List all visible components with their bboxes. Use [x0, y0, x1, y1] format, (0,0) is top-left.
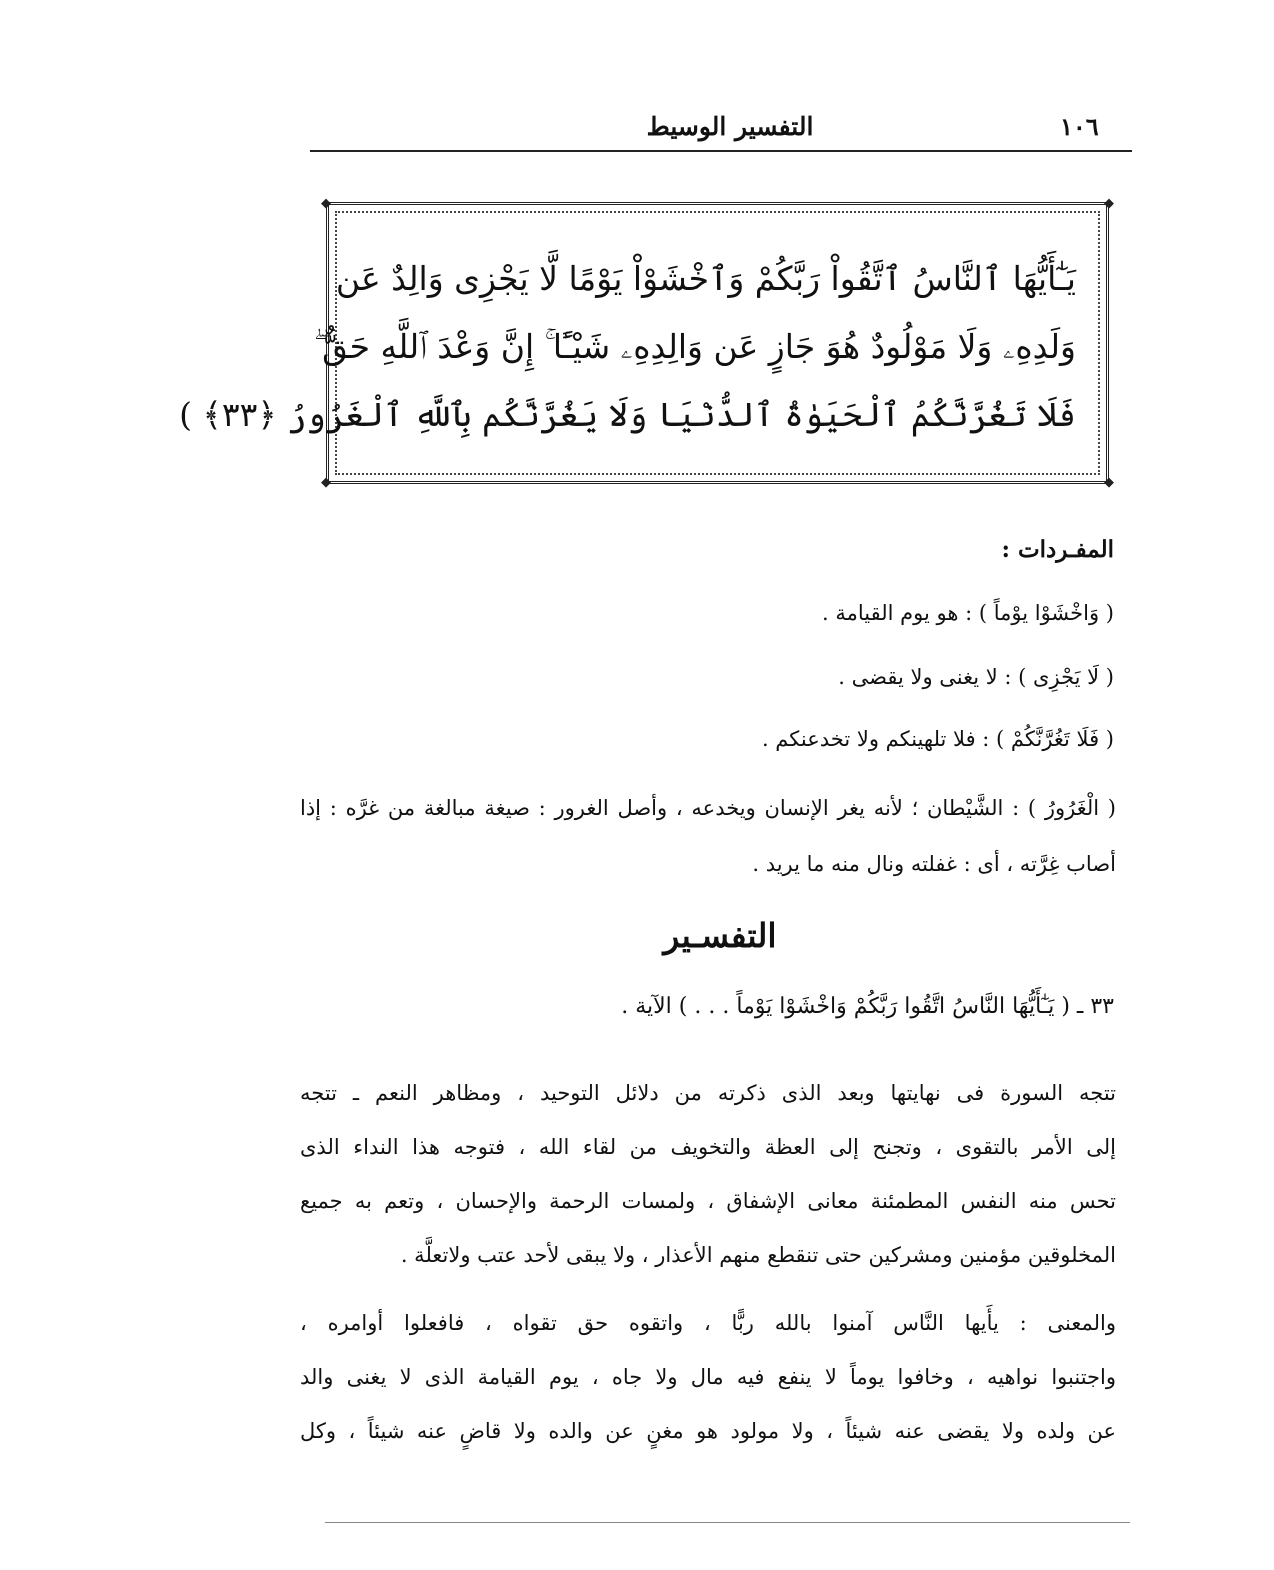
verse-line: يَـٰٓأَيُّهَا ٱلنَّاسُ ٱتَّقُواْ رَبَّكُمْ وَٱخْشَوْاْ يَوْمًا لَّا يَجْزِى وَالِدٌ عَن: [335, 259, 1076, 298]
quran-verse-frame: [179, 196, 1114, 490]
verse-line: وَلَدِهِۦ وَلَا مَوْلُودٌ هُوَ جَازٍ عَن وَالِدِهِۦ شَيْـًٔا ۚ إِنَّ وَعْدَ ٱللَّهِ حَقٌّ ۖ: [313, 327, 1076, 366]
paragraph-line: تحس منه النفس المطمئنة معانى الإشفاق ، ولمسات الرحمة والإحسان ، وتعم به جميع: [300, 1189, 1116, 1213]
tafsir-heading: التفسـير: [663, 916, 777, 955]
vocabulary-item: ( لَا يَجْزِى ) : لا يغنى ولا يقضى .: [838, 665, 1114, 689]
paragraph-line: تتجه السورة فى نهايتها وبعد الذى ذكرته من دلائل التوحيد ، ومظاهر النعم ـ تتجه: [300, 1081, 1116, 1105]
tafsir-paragraph: [300, 1066, 1116, 1282]
header-rule: [310, 150, 1132, 152]
paragraph-line: واجتنبوا نواهيه ، وخافوا يوماً لا ينفع فيه مال ولا جاه ، يوم القيامة الذى لا يغنى والد: [300, 1365, 1116, 1389]
page-number: ١٠٦: [1060, 112, 1099, 141]
paragraph-line: والمعنى : يأَيها النَّاس آمنوا بالله ربًّا ، واتقوه حق تقواه ، فافعلوا أوامره ،: [300, 1311, 1116, 1335]
verse-line: فَلَا تَغُرَّنَّكُمُ ٱلْحَيَوٰةُ ٱلدُّنْيَا وَلَا يَغُرَّنَّكُم بِٱللَّهِ ٱلْغَرُورُ ﴿٣٣﴾ ): [179, 395, 1076, 434]
paragraph-line: عن ولده ولا يقضى عنه شيئاً ، ولا مولود هو مغنٍ عن والده ولا قاضٍ عنه شيئاً ، وكل: [300, 1419, 1116, 1443]
tafsir-paragraph: [300, 1296, 1116, 1458]
quran-verse: [179, 245, 1076, 449]
paragraph-line: المخلوقين مؤمنين ومشركين حتى تنقطع منهم الأعذار ، ولا يبقى لأحد عتب ولاتعلَّة .: [400, 1243, 1116, 1267]
vocabulary-item: ( الْغَرُورُ ) : الشَّيْطان ؛ لأنه يغر الإنسان ويخدعه ، وأصل الغرور : صيغة مبالغة من غرَّه : إذا أصاب غِرَّته ، أى : غفلته ونال منه ما يريد .: [300, 796, 1116, 876]
corner-ornament-icon: ◆: [1104, 475, 1114, 490]
corner-ornament-icon: ◆: [321, 196, 331, 211]
vocabulary-heading: المفـردات :: [1001, 536, 1114, 563]
vocabulary-item: ( وَاخْشَوْا يوْماً ) : هو يوم القيامة .: [822, 601, 1114, 625]
verse-reference: ٣٣ ـ ( يَـٰٓأَيُّهَا النَّاسُ اتَّقُوا رَبَّكُمْ وَاخْشَوْا يَوْماً . . . ) الآية .: [621, 994, 1114, 1019]
vocabulary-item: ( فَلَا تَغُرَّنَّكُمْ ) : فلا تلهينكم ولا تخدعنكم .: [761, 727, 1114, 751]
corner-ornament-icon: ◆: [1104, 196, 1114, 211]
running-header-title: التفسير الوسيط: [646, 112, 814, 141]
corner-ornament-icon: ◆: [321, 475, 331, 490]
paragraph-line: إلى الأمر بالتقوى ، وتجنح إلى العظة والتخويف من لقاء الله ، فتوجه هذا النداء الذى: [300, 1135, 1116, 1159]
footer-rule: [325, 1522, 1130, 1523]
